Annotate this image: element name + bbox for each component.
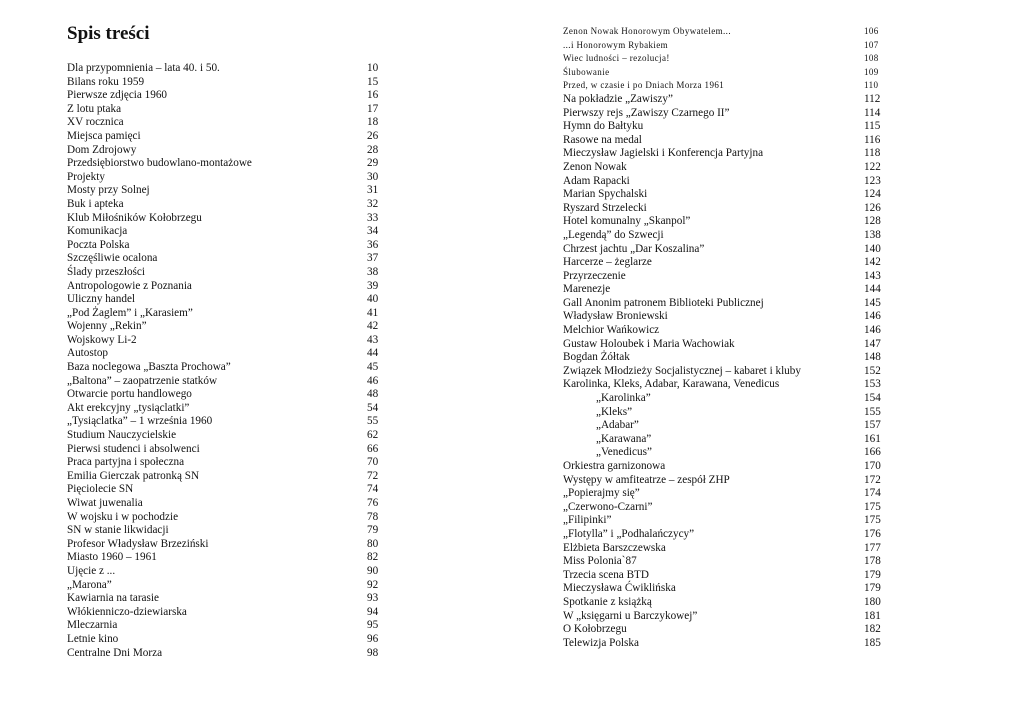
toc-entry-page-number: 62 xyxy=(367,429,379,442)
toc-entry-title: Mieczysława Ćwiklińska xyxy=(563,582,676,595)
toc-entry xyxy=(67,347,397,361)
toc-entry xyxy=(67,76,397,90)
toc-entry-page-number: 72 xyxy=(367,469,379,482)
toc-entry-title: Pięciolecie SN xyxy=(67,483,134,496)
toc-entry xyxy=(563,161,893,175)
toc-entry-title: Z lotu ptaka xyxy=(67,102,122,115)
toc-entry xyxy=(563,637,893,651)
toc-entry xyxy=(67,116,397,130)
toc-entry xyxy=(67,443,397,457)
toc-entry-page-number: 92 xyxy=(367,578,379,591)
toc-entry xyxy=(563,134,893,148)
toc-entry-title: Zenon Nowak Honorowym Obywatelem... xyxy=(563,26,731,36)
page-title: Spis treści xyxy=(67,23,150,44)
toc-entry-page-number: 18 xyxy=(367,116,379,129)
toc-entry-page-number: 116 xyxy=(864,133,881,146)
toc-entry xyxy=(563,419,893,433)
toc-entry-title: Miejsca pamięci xyxy=(67,129,141,142)
toc-entry xyxy=(67,579,397,593)
toc-entry xyxy=(563,528,893,542)
toc-entry xyxy=(563,582,893,596)
toc-entry xyxy=(67,429,397,443)
toc-entry xyxy=(67,361,397,375)
toc-entry-page-number: 108 xyxy=(864,53,879,64)
toc-entry-title: Hotel komunalny „Skanpol” xyxy=(563,215,691,228)
toc-entry-page-number: 180 xyxy=(864,595,881,608)
toc-entry xyxy=(563,93,893,107)
toc-entry-title: XV rocznica xyxy=(67,116,124,129)
toc-entry-title: „Czerwono-Czarni” xyxy=(563,500,653,513)
toc-entry-page-number: 112 xyxy=(864,92,881,105)
toc-entry-title: „Popierajmy się” xyxy=(563,487,640,500)
toc-entry xyxy=(563,406,893,420)
toc-entry xyxy=(563,147,893,161)
toc-entry xyxy=(67,89,397,103)
toc-entry xyxy=(563,25,893,39)
toc-entry-title: Bilans roku 1959 xyxy=(67,75,145,88)
toc-entry-page-number: 98 xyxy=(367,646,379,659)
toc-entry-page-number: 155 xyxy=(864,405,881,418)
toc-entry xyxy=(563,202,893,216)
toc-entry xyxy=(563,310,893,324)
toc-entry-page-number: 147 xyxy=(864,337,881,350)
toc-entry-title: Centralne Dni Morza xyxy=(67,646,163,659)
toc-entry xyxy=(67,402,397,416)
toc-entry-page-number: 39 xyxy=(367,279,379,292)
toc-entry-page-number: 34 xyxy=(367,225,379,238)
toc-entry-page-number: 175 xyxy=(864,500,881,513)
toc-entry-title: Antropologowie z Poznania xyxy=(67,279,192,292)
toc-entry-title: Baza noclegowa „Baszta Prochowa” xyxy=(67,361,231,374)
toc-entry-page-number: 181 xyxy=(864,609,881,622)
toc-entry-title: „Baltona” – zaopatrzenie statków xyxy=(67,374,218,387)
toc-entry-page-number: 140 xyxy=(864,242,881,255)
toc-entry-title: Komunikacja xyxy=(67,225,128,238)
toc-entry xyxy=(67,375,397,389)
toc-entry-title: Elżbieta Barszczewska xyxy=(563,541,666,554)
toc-entry-page-number: 115 xyxy=(864,120,881,133)
toc-entry-page-number: 145 xyxy=(864,296,881,309)
toc-entry-title: Bogdan Żółtak xyxy=(563,351,630,364)
toc-entry-title: O Kołobrzegu xyxy=(563,623,627,636)
toc-entry xyxy=(563,569,893,583)
toc-entry-page-number: 174 xyxy=(864,487,881,500)
toc-entry-title: Autostop xyxy=(67,347,109,360)
toc-entry-title: Adam Rapacki xyxy=(563,174,630,187)
toc-entry-page-number: 166 xyxy=(864,446,881,459)
toc-entry xyxy=(563,514,893,528)
toc-entry-page-number: 48 xyxy=(367,388,379,401)
toc-entry-page-number: 32 xyxy=(367,197,379,210)
toc-entry-title: „Legendą” do Szwecji xyxy=(563,228,664,241)
toc-entry-title: Karolinka, Kleks, Adabar, Karawana, Venedicus xyxy=(563,378,780,391)
toc-entry xyxy=(67,565,397,579)
toc-entry-page-number: 29 xyxy=(367,157,379,170)
toc-entry xyxy=(67,144,397,158)
toc-entry-page-number: 28 xyxy=(367,143,379,156)
toc-entry-page-number: 146 xyxy=(864,310,881,323)
toc-entry-title: Spotkanie z książką xyxy=(563,595,652,608)
toc-entry-title: Włókienniczo-dziewiarska xyxy=(67,605,187,618)
toc-entry-page-number: 54 xyxy=(367,401,379,414)
toc-entry xyxy=(67,334,397,348)
toc-entry-page-number: 37 xyxy=(367,252,379,265)
toc-entry xyxy=(67,184,397,198)
toc-entry xyxy=(563,555,893,569)
toc-entry-page-number: 42 xyxy=(367,320,379,333)
toc-entry-title: W wojsku i w pochodzie xyxy=(67,510,179,523)
toc-entry-title: „Karolinka” xyxy=(596,392,651,405)
toc-entry-title: Mieczysław Jagielski i Konferencja Partyjna xyxy=(563,147,764,160)
toc-entry xyxy=(563,283,893,297)
toc-entry-page-number: 43 xyxy=(367,333,379,346)
toc-entry-title: Wiwat juwenalia xyxy=(67,497,143,509)
toc-entry-title: Na pokładzie „Zawiszy” xyxy=(563,92,673,105)
toc-entry-title: Akt erekcyjny „tysiąclatki” xyxy=(67,401,190,414)
toc-entry-title: Przyrzeczenie xyxy=(563,269,626,282)
toc-entry-title: Otwarcie portu handlowego xyxy=(67,388,192,401)
toc-entry-title: Rasowe na medal xyxy=(563,133,642,146)
toc-entry-title: „Tysiąclatka” – 1 września 1960 xyxy=(67,415,213,428)
toc-entry xyxy=(67,62,397,76)
toc-entry-page-number: 142 xyxy=(864,256,881,269)
toc-entry xyxy=(563,392,893,406)
toc-entry-page-number: 16 xyxy=(367,89,379,102)
toc-entry xyxy=(563,378,893,392)
toc-entry-title: Miss Polonia`87 xyxy=(563,555,637,568)
toc-entry-page-number: 161 xyxy=(864,432,881,445)
toc-entry-title: Wiec ludności – rezolucja! xyxy=(563,53,670,64)
toc-entry-title: „Venedicus” xyxy=(596,446,652,459)
toc-entry-title: Gustaw Holoubek i Maria Wachowiak xyxy=(563,337,735,350)
toc-entry-page-number: 170 xyxy=(864,460,881,472)
toc-entry-page-number: 93 xyxy=(367,592,379,605)
toc-entry-title: SN w stanie likwidacji xyxy=(67,524,169,537)
toc-entry-page-number: 175 xyxy=(864,514,881,527)
toc-entry-page-number: 38 xyxy=(367,265,379,278)
toc-entry-title: „Flotylla” i „Podhalańczycy” xyxy=(563,527,695,540)
toc-entry-title: Poczta Polska xyxy=(67,238,130,251)
toc-entry-title: ...i Honorowym Rybakiem xyxy=(563,39,669,50)
toc-entry xyxy=(67,647,397,661)
toc-entry-page-number: 26 xyxy=(367,129,379,142)
toc-entry xyxy=(67,619,397,633)
toc-entry-page-number: 179 xyxy=(864,582,881,595)
toc-entry-page-number: 107 xyxy=(864,39,879,50)
toc-entry-page-number: 74 xyxy=(367,483,379,496)
toc-entry xyxy=(563,610,893,624)
toc-entry-page-number: 82 xyxy=(367,551,379,564)
toc-entry-title: W „księgarni u Barczykowej” xyxy=(563,609,698,622)
toc-entry xyxy=(563,501,893,515)
toc-entry-title: Szczęśliwie ocalona xyxy=(67,252,158,265)
toc-entry xyxy=(67,456,397,470)
toc-entry-title: Wojenny „Rekin” xyxy=(67,320,147,333)
toc-entry xyxy=(67,252,397,266)
toc-entry xyxy=(563,460,893,474)
toc-entry xyxy=(67,483,397,497)
toc-entry-title: Ślady przeszłości xyxy=(67,265,145,278)
toc-entry xyxy=(67,293,397,307)
toc-entry xyxy=(67,497,397,511)
toc-entry-page-number: 10 xyxy=(367,62,379,74)
toc-entry xyxy=(67,225,397,239)
toc-entry-title: Pierwszy rejs „Zawiszy Czarnego II” xyxy=(563,106,730,119)
toc-entry-page-number: 96 xyxy=(367,632,379,645)
toc-entry xyxy=(563,79,893,93)
toc-entry-page-number: 177 xyxy=(864,541,881,554)
toc-entry-page-number: 172 xyxy=(864,473,881,486)
toc-entry-title: Marenezje xyxy=(563,283,611,296)
toc-entry-title: „Adabar” xyxy=(596,419,639,432)
toc-entry-page-number: 144 xyxy=(864,283,881,296)
toc-entry xyxy=(67,511,397,525)
toc-entry-title: Praca partyjna i społeczna xyxy=(67,456,185,469)
toc-entry-title: Ryszard Strzelecki xyxy=(563,201,647,214)
toc-entry-page-number: 66 xyxy=(367,442,379,455)
toc-entry xyxy=(563,365,893,379)
toc-entry xyxy=(67,171,397,185)
toc-entry-title: Projekty xyxy=(67,170,105,183)
toc-entry-title: Przed, w czasie i po Dniach Morza 1961 xyxy=(563,80,725,91)
toc-entry-title: Kawiarnia na tarasie xyxy=(67,592,159,605)
toc-entry xyxy=(67,280,397,294)
toc-entry-page-number: 153 xyxy=(864,378,881,391)
toc-entry-page-number: 106 xyxy=(864,26,879,36)
toc-entry-page-number: 36 xyxy=(367,238,379,251)
toc-entry-title: Letnie kino xyxy=(67,632,119,645)
toc-entry xyxy=(563,39,893,53)
toc-entry-page-number: 30 xyxy=(367,170,379,183)
toc-entry-title: Marian Spychalski xyxy=(563,188,648,201)
toc-entry xyxy=(563,446,893,460)
toc-entry-title: Orkiestra garnizonowa xyxy=(563,460,666,472)
toc-entry-page-number: 146 xyxy=(864,324,881,337)
toc-entry-page-number: 152 xyxy=(864,364,881,377)
toc-entry xyxy=(563,623,893,637)
toc-entry-title: Emilia Gierczak patronką SN xyxy=(67,469,200,482)
toc-entry-page-number: 126 xyxy=(864,201,881,214)
toc-entry-title: Przedsiębiorstwo budowlano-montażowe xyxy=(67,157,252,170)
toc-entry-title: Zenon Nowak xyxy=(563,160,627,173)
toc-entry-title: Hymn do Bałtyku xyxy=(563,120,644,133)
toc-entry-title: „Kleks” xyxy=(596,405,633,418)
toc-entry-title: Związek Młodzieży Socjalistycznej – kabaret i kluby xyxy=(563,364,801,377)
toc-entry-page-number: 122 xyxy=(864,160,881,173)
toc-entry-page-number: 176 xyxy=(864,527,881,540)
toc-entry xyxy=(67,524,397,538)
toc-entry xyxy=(563,120,893,134)
toc-entry-page-number: 109 xyxy=(864,66,879,77)
toc-entry xyxy=(563,243,893,257)
toc-entry-title: Ślubowanie xyxy=(563,66,610,77)
toc-entry-title: Wojskowy Li-2 xyxy=(67,333,137,346)
toc-entry-title: Melchior Wańkowicz xyxy=(563,324,660,337)
toc-entry-title: Pierwsze zdjęcia 1960 xyxy=(67,89,168,102)
toc-entry-page-number: 157 xyxy=(864,419,881,432)
left-page xyxy=(67,22,397,660)
toc-entry-title: Buk i apteka xyxy=(67,197,124,210)
toc-entry-title: Harcerze – żeglarze xyxy=(563,256,652,269)
toc-entry xyxy=(563,66,893,80)
toc-entry xyxy=(563,433,893,447)
toc-entry-page-number: 148 xyxy=(864,351,881,364)
toc-entry-page-number: 79 xyxy=(367,524,379,537)
toc-entry xyxy=(67,633,397,647)
toc-entry-title: Występy w amfiteatrze – zespół ZHP xyxy=(563,473,730,486)
toc-entry-page-number: 179 xyxy=(864,568,881,581)
toc-entry-page-number: 138 xyxy=(864,228,881,241)
toc-entry-page-number: 128 xyxy=(864,215,881,228)
toc-entry xyxy=(563,229,893,243)
toc-entry-page-number: 182 xyxy=(864,623,881,636)
toc-entry-page-number: 78 xyxy=(367,510,379,523)
toc-entry xyxy=(67,415,397,429)
toc-entry-title: Gall Anonim patronem Biblioteki Publicznej xyxy=(563,296,764,309)
toc-entry-title: Pierwsi studenci i absolwenci xyxy=(67,442,200,455)
toc-entry-title: Klub Miłośników Kołobrzegu xyxy=(67,211,202,224)
toc-entry-page-number: 154 xyxy=(864,392,881,405)
toc-entry-title: Dla przypomnienia – lata 40. i 50. xyxy=(67,62,220,74)
toc-entry-title: „Karawana” xyxy=(596,432,652,445)
toc-list-left xyxy=(67,62,397,660)
toc-entry-page-number: 45 xyxy=(367,361,379,374)
toc-entry xyxy=(563,256,893,270)
toc-entry-title: Mosty przy Solnej xyxy=(67,184,150,197)
toc-entry xyxy=(563,324,893,338)
toc-entry xyxy=(67,470,397,484)
toc-entry-page-number: 70 xyxy=(367,456,379,469)
toc-entry xyxy=(563,175,893,189)
toc-entry xyxy=(563,351,893,365)
toc-entry-page-number: 124 xyxy=(864,188,881,201)
toc-entry xyxy=(67,538,397,552)
toc-entry xyxy=(563,107,893,121)
toc-entry-page-number: 46 xyxy=(367,374,379,387)
toc-list-right xyxy=(563,25,893,650)
toc-entry-page-number: 15 xyxy=(367,75,379,88)
toc-entry-page-number: 90 xyxy=(367,564,379,577)
toc-entry xyxy=(67,307,397,321)
toc-entry xyxy=(67,606,397,620)
toc-entry xyxy=(67,266,397,280)
toc-entry-page-number: 55 xyxy=(367,415,379,428)
toc-entry-title: Chrzest jachtu „Dar Koszalina” xyxy=(563,242,705,255)
toc-entry xyxy=(67,551,397,565)
toc-entry-page-number: 94 xyxy=(367,605,379,618)
toc-entry-title: Mleczarnia xyxy=(67,619,118,632)
toc-entry-title: Dom Zdrojowy xyxy=(67,143,137,156)
toc-entry-title: Miasto 1960 – 1961 xyxy=(67,551,157,564)
toc-entry-page-number: 123 xyxy=(864,174,881,187)
toc-entry xyxy=(563,215,893,229)
toc-entry-page-number: 17 xyxy=(367,102,379,115)
toc-entry xyxy=(563,542,893,556)
toc-entry-page-number: 44 xyxy=(367,347,379,360)
toc-entry-title: Ujęcie z ... xyxy=(67,564,116,577)
toc-entry xyxy=(563,297,893,311)
toc-entry-page-number: 185 xyxy=(864,636,881,649)
toc-entry xyxy=(67,388,397,402)
toc-entry-page-number: 80 xyxy=(367,537,379,550)
toc-entry-page-number: 76 xyxy=(367,497,379,509)
toc-entry xyxy=(67,130,397,144)
toc-entry-page-number: 40 xyxy=(367,293,379,306)
toc-entry xyxy=(563,338,893,352)
toc-entry-page-number: 114 xyxy=(864,106,881,119)
toc-entry xyxy=(563,52,893,66)
toc-entry-page-number: 31 xyxy=(367,184,379,197)
toc-entry-title: Uliczny handel xyxy=(67,293,136,306)
toc-entry xyxy=(67,198,397,212)
toc-entry-page-number: 41 xyxy=(367,306,379,319)
toc-entry xyxy=(563,474,893,488)
toc-entry-page-number: 143 xyxy=(864,269,881,282)
toc-entry xyxy=(563,487,893,501)
toc-entry xyxy=(563,596,893,610)
toc-entry-title: Studium Nauczycielskie xyxy=(67,429,177,442)
toc-entry-page-number: 110 xyxy=(864,80,879,91)
toc-entry xyxy=(67,103,397,117)
toc-entry xyxy=(563,188,893,202)
toc-entry xyxy=(67,239,397,253)
toc-entry xyxy=(67,320,397,334)
toc-entry-title: Władysław Broniewski xyxy=(563,310,668,323)
toc-entry-title: Profesor Władysław Brzeziński xyxy=(67,537,209,550)
toc-entry xyxy=(67,592,397,606)
toc-entry xyxy=(67,157,397,171)
toc-entry-page-number: 33 xyxy=(367,211,379,224)
right-page xyxy=(563,25,893,650)
toc-entry-page-number: 95 xyxy=(367,619,379,632)
toc-entry-title: „Filipinki” xyxy=(563,514,612,527)
toc-entry xyxy=(563,270,893,284)
toc-entry xyxy=(67,212,397,226)
toc-entry-page-number: 118 xyxy=(864,147,881,160)
toc-entry-title: Trzecia scena BTD xyxy=(563,568,649,581)
toc-entry-title: Telewizja Polska xyxy=(563,636,639,649)
toc-entry-title: „Marona” xyxy=(67,578,112,591)
toc-entry-title: „Pod Żaglem” i „Karasiem” xyxy=(67,306,193,319)
toc-entry-page-number: 178 xyxy=(864,555,881,568)
